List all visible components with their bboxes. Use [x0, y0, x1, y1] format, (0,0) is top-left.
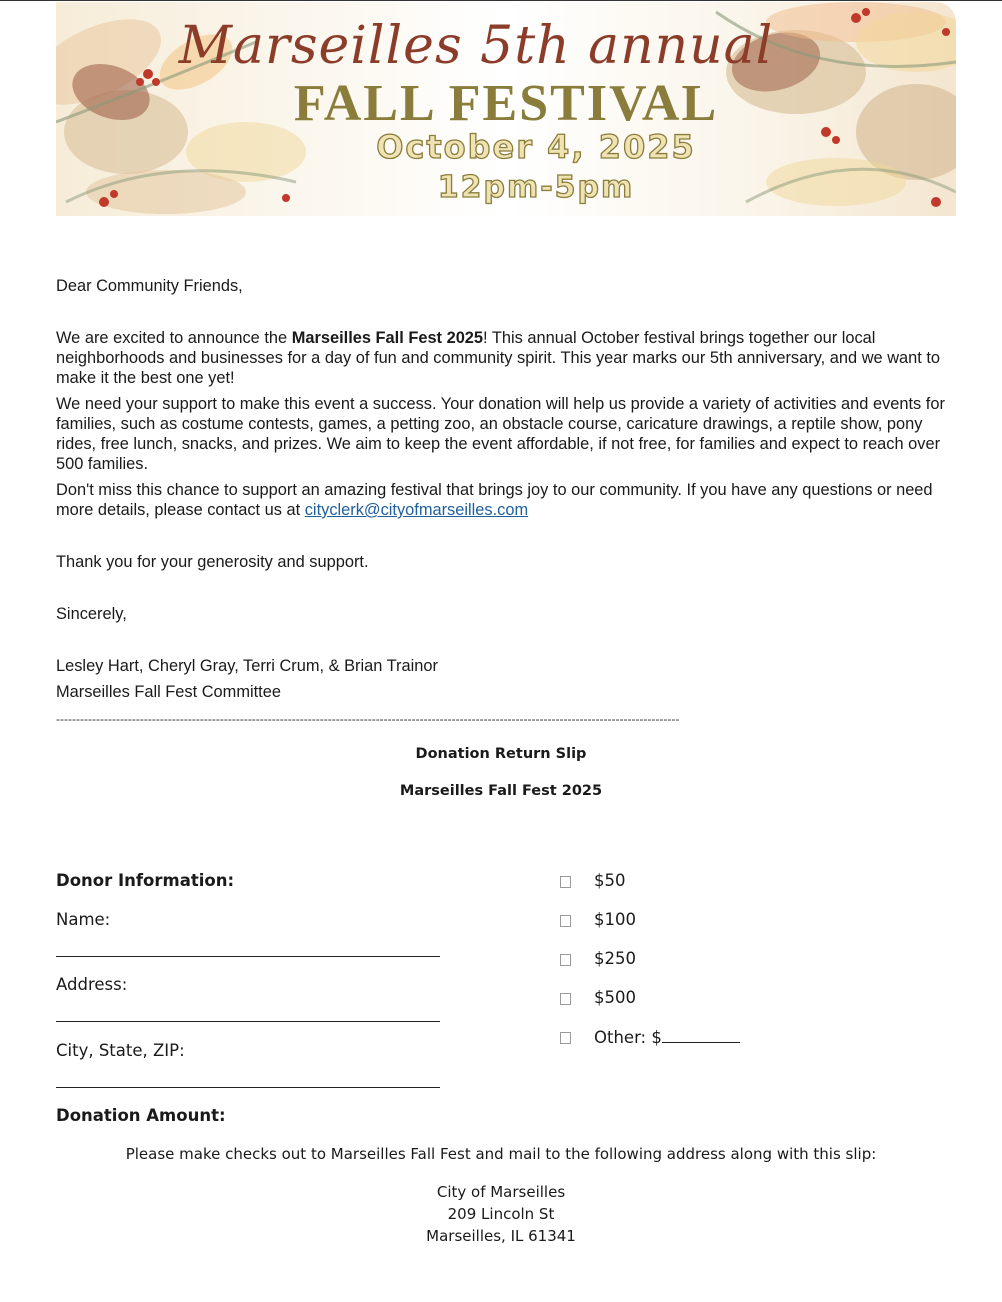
banner-time: 12pm-5pm: [437, 170, 635, 205]
letter-committee: Marseilles Fall Fest Committee: [56, 683, 281, 701]
name-field-line[interactable]: [56, 956, 440, 957]
letter-greeting: Dear Community Friends,: [56, 277, 243, 295]
banner-script-title: Marseilles 5th annual: [178, 16, 774, 76]
option-100-label: $100: [594, 910, 636, 929]
banner-main-title: FALL FESTIVAL: [293, 75, 719, 132]
banner-date: October 4, 2025: [376, 128, 696, 166]
letter-closing: Sincerely,: [56, 605, 127, 623]
letter-paragraph-2: We need your support to make this event a success. Your donation will help us provide a variety of activities and events for families, such as costume contests, games, a petting zoo, an obstacle course, caricature drawings, a reptile show, pony rides, free lunch, snacks, and prizes. We aim to keep the event affordable, if not free, for families and expect to reach over 500 families.: [56, 395, 945, 473]
cut-line: ------------------------------------------------------------------------------------------------------------------------------------------------------------: [56, 712, 680, 726]
name-label: Name:: [56, 910, 111, 929]
mail-address-line-1: City of Marseilles: [436, 1183, 566, 1201]
checkbox-100[interactable]: [560, 915, 571, 927]
slip-subtitle: Marseilles Fall Fest 2025: [399, 783, 603, 799]
mail-address-line-3: Marseilles, IL 61341: [426, 1227, 576, 1245]
city-field-line[interactable]: [56, 1087, 440, 1088]
address-label: Address:: [56, 975, 128, 994]
festival-banner: [56, 2, 956, 216]
slip-title: Donation Return Slip: [415, 746, 587, 762]
top-border: [0, 0, 1002, 1]
p3-text: Don't miss this chance to support an amazing festival that brings joy to our community. If you have any questions or need more details, please contact us at: [56, 481, 933, 519]
option-250-label: $250: [594, 949, 636, 968]
checkbox-50[interactable]: [560, 876, 571, 888]
p1-rest: ! This annual October festival brings together our local neighborhoods and businesses for a day of fun and community spirit. This year marks our 5th anniversary, and we want to make it the best one yet!: [56, 329, 941, 387]
donation-amount-heading: Donation Amount:: [56, 1106, 226, 1125]
mail-address-line-2: 209 Lincoln St: [447, 1205, 555, 1223]
donor-info-heading: Donor Information:: [56, 871, 235, 890]
address-field-line[interactable]: [56, 1021, 440, 1022]
letter-signers: Lesley Hart, Cheryl Gray, Terri Crum, & Brian Trainor: [56, 657, 438, 675]
contact-email-link[interactable]: cityclerk@cityofmarseilles.com: [304, 501, 529, 519]
option-50-label: $50: [594, 871, 626, 890]
p1-intro: We are excited to announce the: [56, 329, 292, 347]
option-500-label: $500: [594, 988, 636, 1007]
letter-paragraph-3: [56, 480, 946, 520]
city-state-zip-label: City, State, ZIP:: [56, 1041, 185, 1060]
option-other-label: Other: $: [594, 1028, 662, 1047]
other-amount-line[interactable]: [662, 1027, 740, 1043]
p1-event-name: Marseilles Fall Fest 2025: [291, 329, 484, 347]
letter-paragraph-1: [56, 328, 946, 388]
checkbox-250[interactable]: [560, 954, 571, 966]
checkbox-other[interactable]: [560, 1032, 571, 1044]
letter-thanks: Thank you for your generosity and support.: [56, 553, 369, 571]
checkbox-500[interactable]: [560, 993, 571, 1005]
checks-instructions: Please make checks out to Marseilles Fall Fest and mail to the following address along with this slip:: [125, 1145, 877, 1163]
